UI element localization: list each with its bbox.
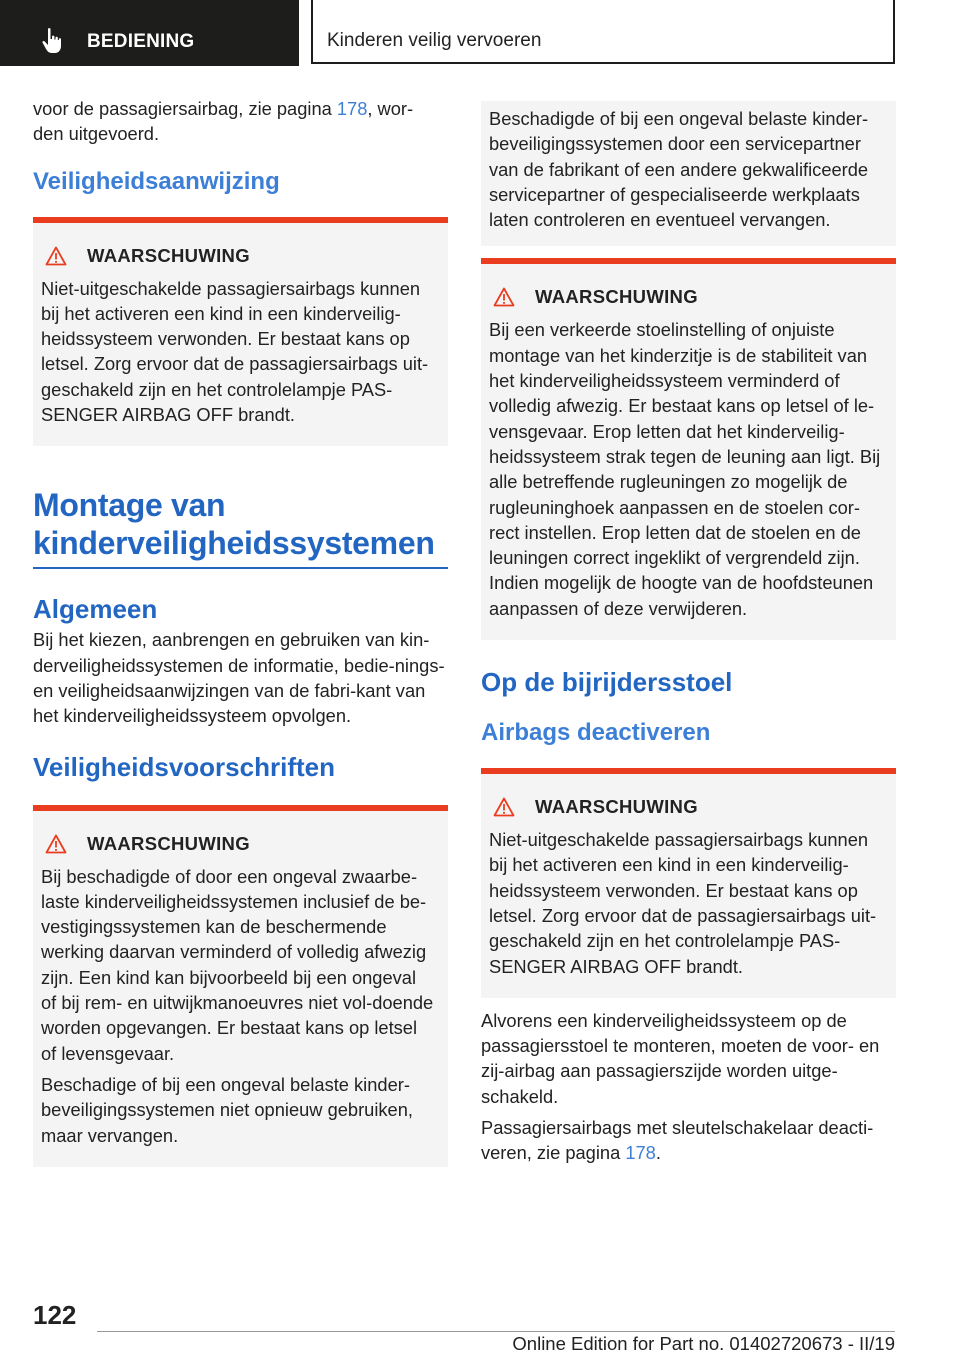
- warning-text: Bij beschadigde of door een ongeval zwaarbe-laste kinderveiligheidssystemen inclusief de be-vestigingssystemen kan de beschermende werking daarvan verminderd of volledig afwezig zijn. Een kind kan bijvoorbeeld bij een ongeval of bij rem- en uitwijkmanoeuvres niet vol-doende worden opgevangen. Er bestaat kans op letsel of levensgevaar.: [41, 865, 434, 1064]
- warning-header: [489, 795, 888, 819]
- warning-text: Beschadige of bij een ongeval belaste kinder-beveiligingssystemen niet opnieuw gebruiken, maar vervangen.: [41, 1073, 413, 1146]
- warning-title: WAARSCHUWING: [535, 796, 698, 818]
- continued-text: Beschadigde of bij een ongeval belaste kinder-beveiligingssystemen door een servicepartner van de fabrikant of een andere gekwalificeerde servicepartner of gespecialiseerde werkplaats laten controleren en eventueel vervangen.: [489, 108, 869, 231]
- switch-text: Passagiersairbags met sleutelschakelaar deacti-veren, zie pagina: [481, 1117, 874, 1164]
- warning-box: [33, 805, 448, 1167]
- warning-text: Niet-uitgeschakelde passagiersairbags kunnen bij het activeren een kind in een kinderveilig-heidssysteem verwonden. Er bestaat kans op letsel. Zorg ervoor dat de passagiersairbags uit-geschakeld zijn en het controlelampje PAS-SENGER AIRBAG OFF brandt.: [41, 277, 429, 426]
- chapter-tab[interactable]: [0, 0, 299, 66]
- continued-box: [481, 101, 896, 246]
- hand-pointer-icon: [40, 27, 64, 55]
- warning-title: WAARSCHUWING: [535, 286, 698, 308]
- page-link[interactable]: 178: [625, 1142, 656, 1164]
- mount-paragraph: Alvorens een kinderveiligheidssysteem op de passagiersstoel te monteren, moeten de voor- en zij-airbag aan passagierszijde worden uitge-schakeld.: [481, 1009, 880, 1107]
- warning-header: [41, 244, 440, 268]
- main-heading: Montage van kinderveiligheidssystemen: [33, 487, 435, 562]
- warning-text: Bij een verkeerde stoelinstelling of onjuiste montage van het kinderzitje is de stabiliteit van het kinderveiligheidssysteem verminderd of volledig afwezig. Er bestaat kans op letsel of le-vensgevaar. Erop letten dat het kinderveilig-heidssysteem strak tegen de leuning aan ligt. Bij alle betreffende rugleuningen zo mogelijk de rugleuninghoek aanpassen en de stoelen cor-rect instellen. Erop letten dat de stoelen en de leuningen correct ingeklikt of vergrendeld zijn. Indien mogelijk de hoogte van de hoofdsteunen aanpassen of deze verwijderen.: [489, 319, 881, 619]
- warning-title: WAARSCHUWING: [87, 832, 250, 854]
- seat-heading: Op de bijrijdersstoel: [481, 667, 733, 698]
- general-heading: Algemeen: [33, 594, 158, 625]
- warning-triangle-icon: [45, 246, 67, 266]
- warning-triangle-icon: [45, 834, 67, 854]
- warning-box: [33, 217, 448, 447]
- edition-text: Online Edition for Part no. 01402720673 - II/19: [512, 1333, 895, 1354]
- warning-header: [489, 285, 888, 309]
- intro-paragraph: [33, 96, 448, 147]
- section-label: Kinderen veilig vervoeren: [327, 30, 542, 51]
- footer-rule: [97, 1331, 895, 1332]
- warning-triangle-icon: [493, 797, 515, 817]
- section-tab[interactable]: [311, 0, 895, 64]
- left-column: [33, 96, 448, 1167]
- right-column: [481, 101, 896, 1166]
- general-paragraph: Bij het kiezen, aanbrengen en gebruiken van kin-derveiligheidssystemen de informatie, bedie-nings- en veiligheidsaanwijzingen van de fabri-kant van het kinderveiligheidssysteem opvolgen.: [33, 629, 445, 727]
- intro-text: voor de passagiersairbag, zie pagina: [33, 98, 337, 119]
- page-link[interactable]: 178: [336, 98, 368, 119]
- intro-text-end: , wor- den uitgevoerd.: [33, 98, 414, 145]
- chapter-label: BEDIENING: [87, 31, 195, 52]
- warning-header: [41, 832, 440, 856]
- page-number: 122: [33, 1300, 77, 1330]
- warning-box: [481, 258, 896, 640]
- switch-text-end: .: [655, 1142, 661, 1164]
- warning-box: [481, 768, 896, 998]
- rules-heading: Veiligheidsvoorschriften: [33, 751, 335, 782]
- warning-triangle-icon: [493, 287, 515, 307]
- airbag-heading: Airbags deactiveren: [481, 719, 711, 747]
- switch-paragraph: [481, 1115, 896, 1166]
- heading-rule: [33, 567, 448, 569]
- page-header: [0, 0, 960, 66]
- safety-heading: Veiligheidsaanwijzing: [33, 167, 280, 195]
- warning-title: WAARSCHUWING: [87, 244, 250, 266]
- warning-text: Niet-uitgeschakelde passagiersairbags kunnen bij het activeren een kind in een kinderveilig-heidssysteem verwonden. Er bestaat kans op letsel. Zorg ervoor dat de passagiersairbags uit-geschakeld zijn en het controlelampje PAS-SENGER AIRBAG OFF brandt.: [489, 829, 877, 977]
